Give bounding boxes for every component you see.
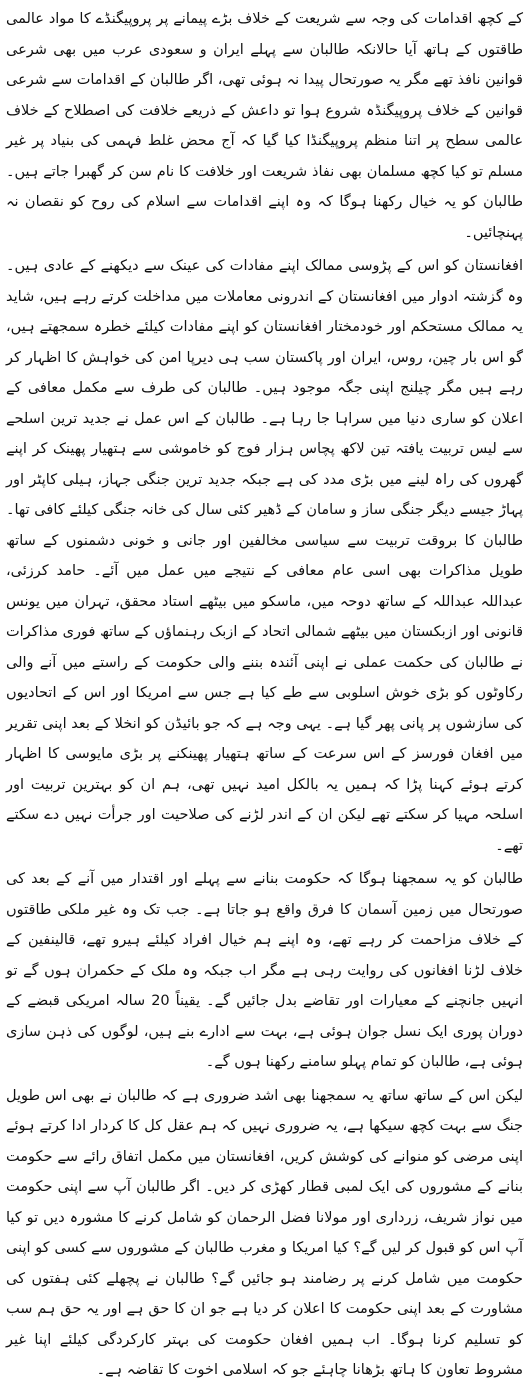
paragraph-1: کے کچھ اقدامات کی وجہ سے شریعت کے خلاف بڑے پیمانے پر پروپیگنڈے کا مواد عالمی طاقتوں کے ہاتھ آیا حالانکہ طالبان سے پہلے ایران و سعودی عرب میں بھی شرعی قوانین نافذ تھے مگر یہ صورتحال پیدا نہ ہوئی تھی، اگر طالبان کے اقدامات سے شرعی قوانین کے خلاف پروپیگنڈہ شروع ہوا تو داعش کے ذریعے خلافت کی اصطلاح کے خلاف عالمی سطح پر اتنا منظم پروپیگنڈا کیا گیا کہ آج محض غلط فہمی کی بنیاد پر غیر مسلم تو کیا کچھ مسلمان بھی نفاذ شریعت اور خلافت کا نام سن کر گھبرا جاتے ہیں۔ طالبان کو یہ خیال رکھنا ہوگا کہ وہ اپنے اقدامات سے اسلام کی روح کو نقصان نہ پہنچائیں۔	[5, 11, 523, 241]
paragraph-2: افغانستان کو اس کے پڑوسی ممالک اپنے مفادات کی عینک سے دیکھنے کے عادی ہیں۔ وہ گزشتہ ادوار میں افغانستان کے اندرونی معاملات میں مداخلت کرتے رہے ہیں، شاید یہ ممالک مستحکم اور خودمختار افغانستان کو اپنے مفادات کیلئے خطرہ سمجھتے ہیں، گو اس بار چین، روس، ایران اور پاکستان سب ہی دیرپا امن کی خواہش کا اظہار کر رہے ہیں مگر چیلنج اپنی جگہ موجود ہیں۔ طالبان کی طرف سے مکمل معافی کے اعلان کو ساری دنیا میں سراہا جا رہا ہے۔ طالبان کے اس عمل نے جدید ترین اسلحے سے لیس تربیت یافتہ تین لاکھ پچاس ہزار فوج کو خاموشی سے ہتھیار پھینک کر اپنے گھروں کی راہ لینے میں بڑی مدد کی ہے جبکہ جدید ترین جنگی جہاز، ہیلی کاپٹر اور پہاڑ جیسے دیگر جنگی ساز و سامان کے ڈھیر کئی سال کی خانہ جنگی کیلئے کافی تھا۔ طالبان کا بروقت تربیت سے سیاسی مخالفین اور جانی و خونی دشمنوں کے ساتھ طویل مذاکرات بھی اسی عام معافی کے نتیجے میں عمل میں آئے۔ حامد کرزئی، عبداللہ عبداللہ کے ساتھ دوحہ میں، ماسکو میں بیٹھے استاد محقق، تہران میں یونس قانونی اور ازبکستان میں بیٹھے شمالی اتحاد کے ازبک رہنماؤں کے ساتھ فوری مذاکرات نے طالبان کی حکمت عملی نے اپنی آئندہ بننے والی حکومت کے راستے میں آنے والی رکاوٹوں کو بڑی خوش اسلوبی سے طے کیا ہے جس سے امریکا اور اس کے اتحادیوں کی سازشوں پر پانی پھر گیا ہے۔ یہی وجہ ہے کہ جو بائیڈن کو انخلا کے بعد اپنی تقریر میں افغان فورسز کے اس سرعت کے ساتھ ہتھیار پھینکنے پر بڑی مایوسی کا اظہار کرتے ہوئے کہنا پڑا کہ ہمیں یہ بالکل امید نہیں تھی، ہم ان کو بہترین تربیت اور اسلحہ مہیا کر سکتے تھے لیکن ان کے اندر لڑنے کی صلاحیت اور جرأت نہیں دے سکتے تھے۔	[6, 258, 523, 854]
paragraph-4: لیکن اس کے ساتھ ساتھ یہ سمجھنا بھی اشد ضروری ہے کہ طالبان نے بھی اس طویل جنگ سے بہت کچھ سیکھا ہے، یہ ضروری نہیں کہ ہم عقل کل کا کردار ادا کرتے ہوئے اپنی مرضی کو منوانے کی کوشش کریں، افغانستان میں مکمل اتفاق رائے سے حکومت بنانے کے مشوروں کی ایک لمبی قطار کھڑی کر دیں۔ اگر طالبان آپ سے اپنی حکومت میں نواز شریف، زرداری اور مولانا فضل الرحمان کو شامل کرنے کا مشورہ دیں تو کیا آپ اس کو قبول کر لیں گے؟ کیا امریکا و مغرب طالبان کے مشوروں سے کسی کو اپنی حکومت میں شامل کرنے پر رضامند ہو جائیں گے؟ طالبان نے پچھلے کئی ہفتوں کی مشاورت کے بعد اپنی حکومت کا اعلان کر دیا ہے جو ان کا حق ہے اور یہ حق ہم سب کو تسلیم کرنا ہوگا۔ اب ہمیں افغان حکومت کی بہتر کارکردگی کیلئے اپنا غیر مشروط تعاون کا ہاتھ بڑھانا چاہئے جو کہ اسلامی اخوت کا تقاضہ ہے۔	[6, 1087, 523, 1378]
paragraph-3: طالبان کو یہ سمجھنا ہوگا کہ حکومت بنانے سے پہلے اور اقتدار میں آنے کے بعد کی صورتحال میں زمین آسمان کا فرق واقع ہو جاتا ہے۔ جب تک وہ غیر ملکی طاقتوں کے خلاف مزاحمت کر رہے تھے، وہ اپنے ہم خیال افراد کیلئے ہیرو تھے، قالینفین کے خلاف لڑنا افغانوں کی روایت رہی ہے مگر اب جبکہ وہ ملک کے حکمران ہوں گے تو انہیں جانچنے کے معیارات اور تقاضے بدل جائیں گے۔ یقیناً 20 سالہ امریکی قبضے کے دوران پوری ایک نسل جوان ہوئی ہے، بہت سے ادارے بنے ہیں، لوگوں کی ذہن سازی ہوئی ہے، طالبان کو تمام پہلو سامنے رکھنا ہوں گے۔	[6, 871, 523, 1070]
